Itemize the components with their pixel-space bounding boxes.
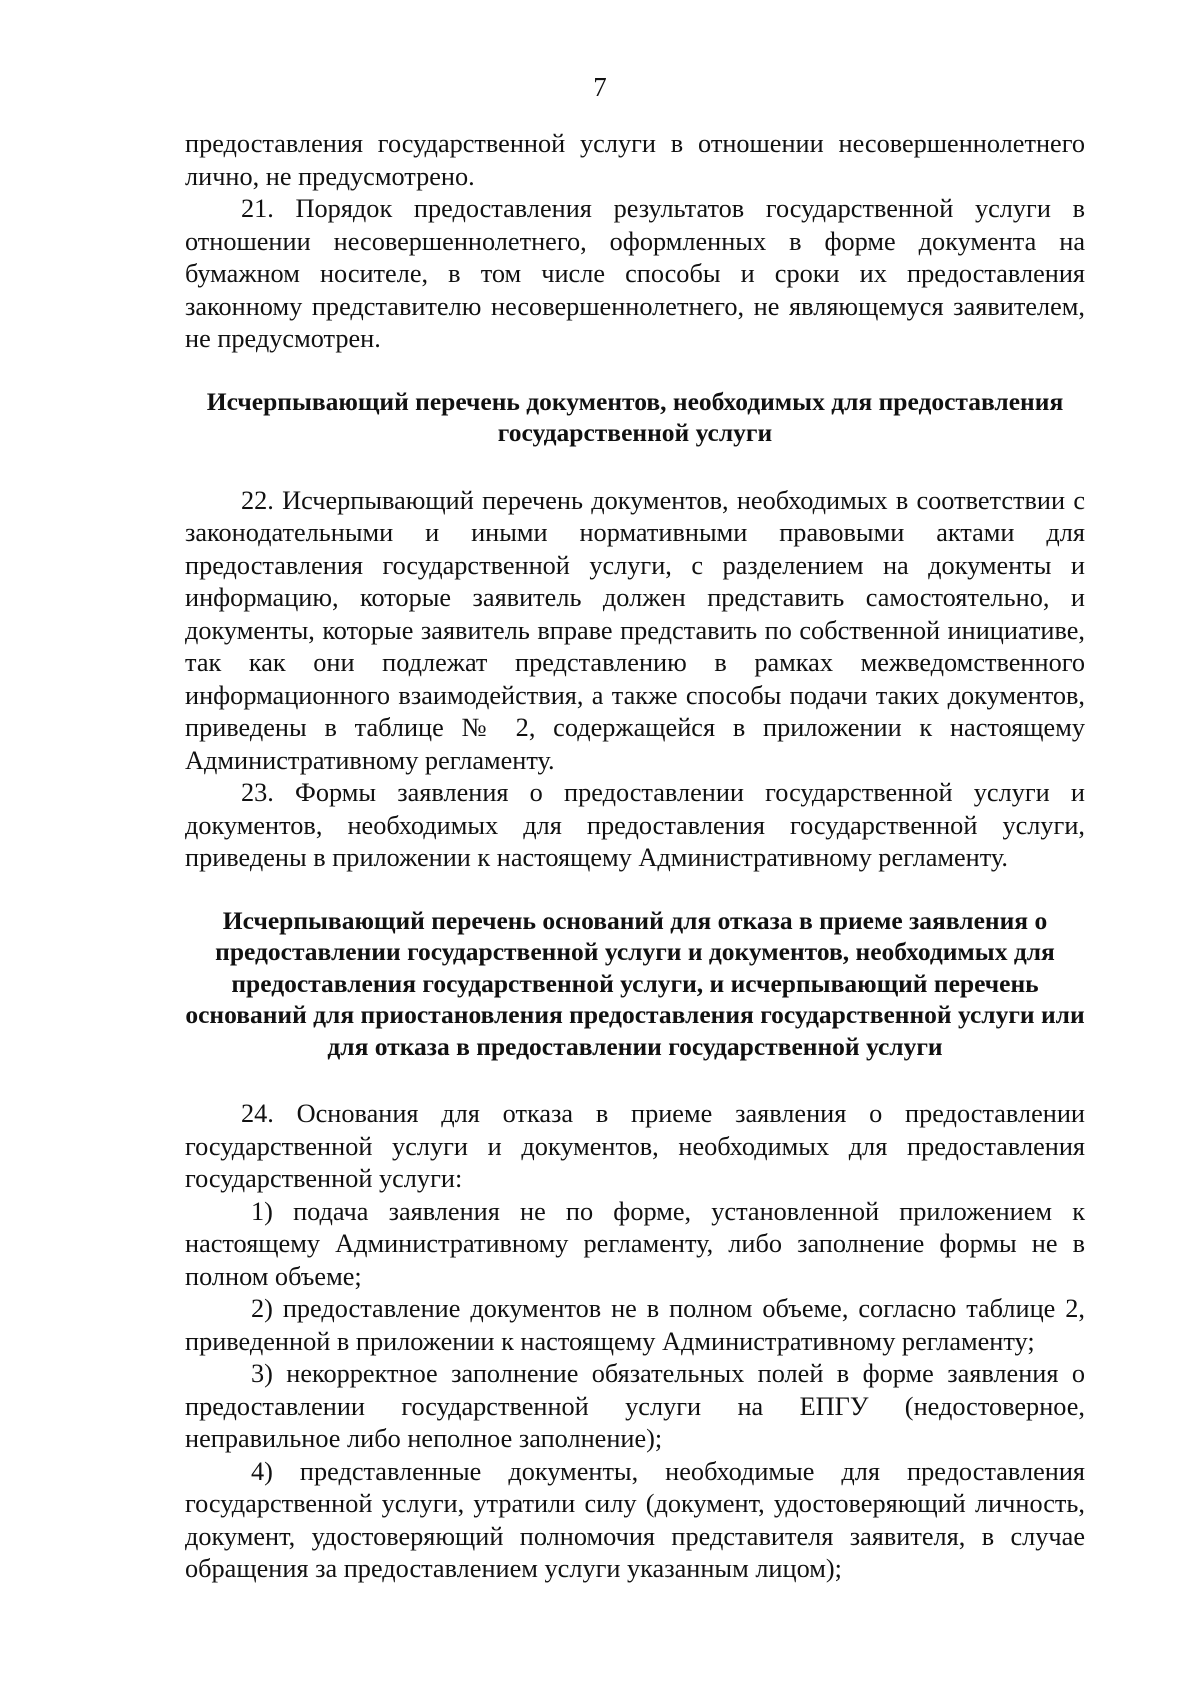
document-body	[185, 128, 1085, 1586]
paragraph-21: 21. Порядок предоставления результатов государственной услуги в отношении несовершеннолетнего, оформленных в форме документа на бумажном носителе, в том числе способы и сроки их предоставления законному представителю несовершеннолетнего, не являющемуся заявителем, не предусмотрен.	[185, 194, 1085, 353]
section-heading-documents	[185, 386, 1085, 449]
list-item-4: 4) представленные документы, необходимые для предоставления государственной услуги, утратили силу (документ, удостоверяющий личность, документ, удостоверяющий полномочия представителя заявителя, в случае обращения за предоставлением услуги указанным лицом);	[185, 1456, 1085, 1583]
paragraph-23: 23. Формы заявления о предоставлении государственной услуги и документов, необходимых для предоставления государственной услуги, приведены в приложении к настоящему Административному регламенту.	[185, 778, 1085, 872]
list-item-1: 1) подача заявления не по форме, установленной приложением к настоящему Административному регламенту, либо заполнение формы не в полном объеме;	[185, 1196, 1085, 1291]
heading-line: государственной услуги	[497, 418, 773, 447]
section-heading-refusal-grounds	[185, 905, 1085, 1063]
heading-line: Исчерпывающий перечень оснований для отказа в приеме заявления о	[222, 905, 1048, 935]
page-number: 7	[593, 72, 607, 102]
heading-line: предоставления государственной услуги, и исчерпывающий перечень	[231, 968, 1039, 998]
paragraph-continuation: предоставления государственной услуги в отношении несовершеннолетнего лично, не предусмотрено.	[185, 129, 1085, 191]
paragraph-24: 24. Основания для отказа в приеме заявления о предоставлении государственной услуги и документов, необходимых для предоставления государственной услуги:	[185, 1099, 1085, 1193]
heading-line: для отказа в предоставлении государственной услуги	[327, 1031, 943, 1061]
heading-line: предоставлении государственной услуги и документов, необходимых для	[215, 937, 1055, 966]
list-item-2: 2) предоставление документов не в полном объеме, согласно таблице 2, приведенной в приложении к настоящему Административному регламенту;	[185, 1294, 1085, 1356]
paragraph-22: 22. Исчерпывающий перечень документов, необходимых в соответствии с законодательными и иными нормативными правовыми актами для предоставления государственной услуги, с разделением на документы и информацию, которые заявитель должен представить самостоятельно, и документы, которые заявитель вправе представить по собственной инициативе, так как они подлежат представлению в рамках межведомственного информационного взаимодействия, а также способы подачи таких документов, приведены в таблице № 2, содержащейся в приложении к настоящему Административному регламенту.	[185, 485, 1085, 775]
heading-line: Исчерпывающий перечень документов, необходимых для предоставления	[206, 386, 1064, 416]
heading-line: оснований для приостановления предоставления государственной услуги или	[185, 1000, 1085, 1029]
list-item-3: 3) некорректное заполнение обязательных полей в форме заявления о предоставлении государственной услуги на ЕПГУ (недостоверное, неправильное либо неполное заполнение);	[185, 1359, 1085, 1453]
